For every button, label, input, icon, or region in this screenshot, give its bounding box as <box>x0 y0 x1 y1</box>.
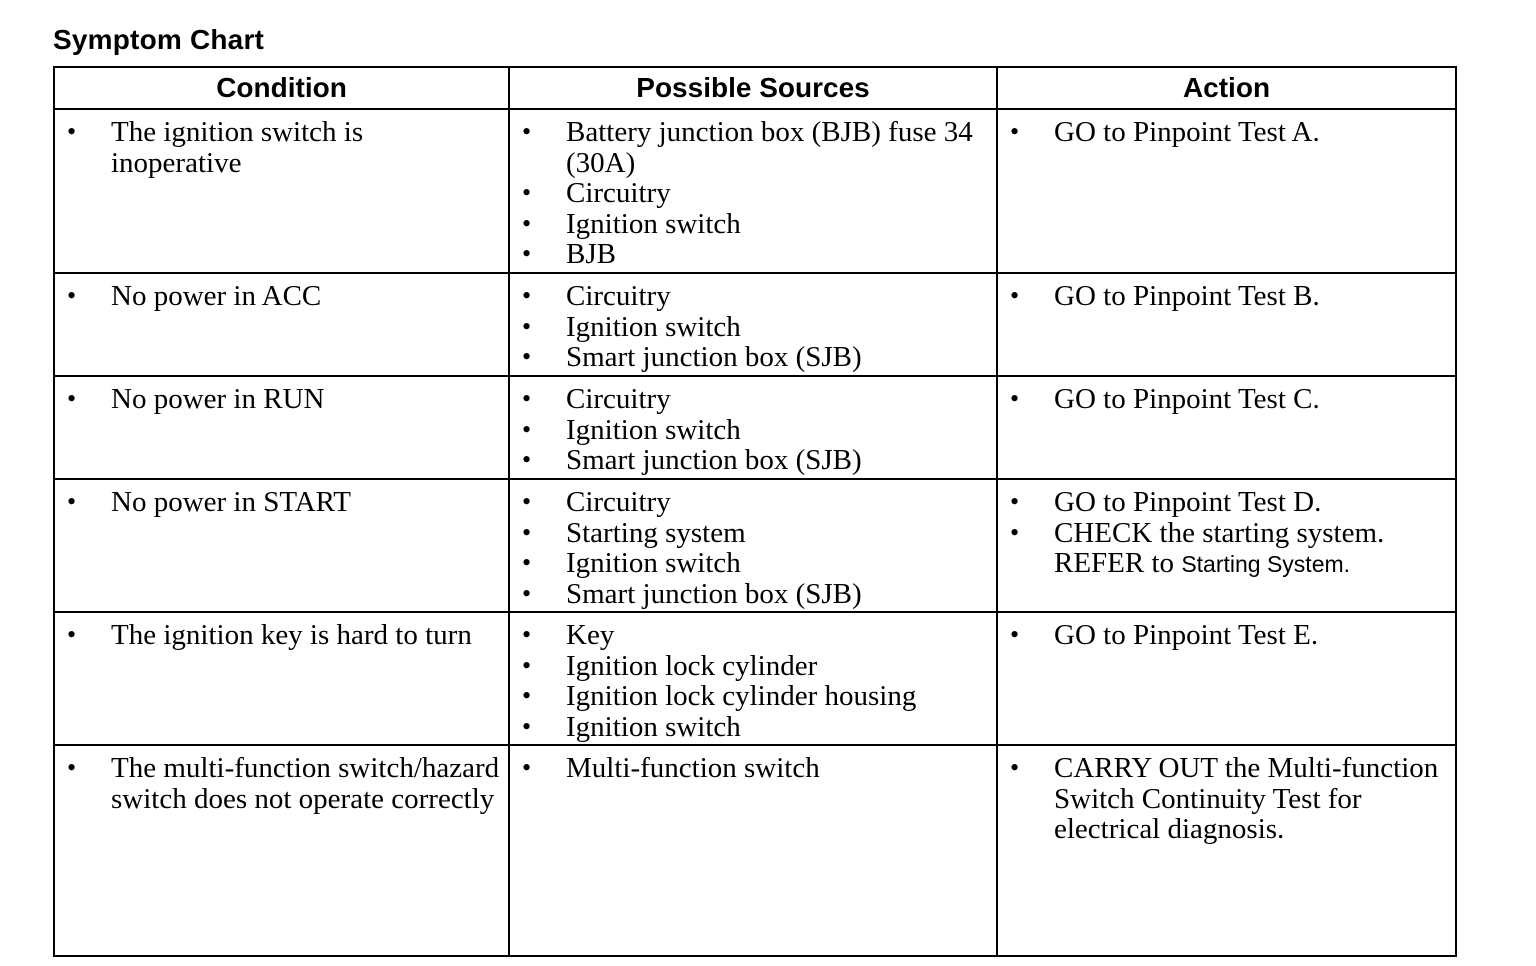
condition-item: • The multi-function switch/hazard switch does not operate correctly <box>55 753 500 814</box>
header-condition: Condition <box>54 67 509 109</box>
table-row <box>54 479 1456 612</box>
action-item: • GO to Pinpoint Test D. <box>998 487 1447 518</box>
action-item: • GO to Pinpoint Test B. <box>998 281 1447 312</box>
sources-cell <box>509 273 997 376</box>
source-item: • Circuitry <box>510 178 988 209</box>
sources-cell <box>509 479 997 612</box>
condition-cell <box>54 273 509 376</box>
table-row <box>54 376 1456 479</box>
source-item: • Multi-function switch <box>510 753 988 784</box>
header-possible-sources: Possible Sources <box>509 67 997 109</box>
table-row <box>54 273 1456 376</box>
source-item: • Battery junction box (BJB) fuse 34 (30A) <box>510 117 988 178</box>
sources-cell <box>509 376 997 479</box>
condition-cell <box>54 109 509 273</box>
source-item: • Starting system <box>510 518 988 549</box>
condition-cell <box>54 479 509 612</box>
table-row <box>54 745 1456 956</box>
condition-item: • No power in RUN <box>55 384 500 415</box>
starting-system-reference: Starting System. <box>1181 551 1351 577</box>
source-item: • Smart junction box (SJB) <box>510 445 988 476</box>
source-item: • Circuitry <box>510 384 988 415</box>
sources-cell <box>509 109 997 273</box>
condition-item: • No power in START <box>55 487 500 518</box>
source-item: • Ignition switch <box>510 209 988 240</box>
condition-item: • No power in ACC <box>55 281 500 312</box>
action-cell <box>997 376 1456 479</box>
condition-cell <box>54 745 509 956</box>
source-item: • Ignition lock cylinder housing <box>510 681 988 712</box>
action-item <box>998 518 1447 580</box>
sources-cell <box>509 612 997 745</box>
condition-item: • The ignition key is hard to turn <box>55 620 500 651</box>
action-item: • GO to Pinpoint Test E. <box>998 620 1447 651</box>
action-cell <box>997 109 1456 273</box>
action-item: • GO to Pinpoint Test A. <box>998 117 1447 148</box>
header-row <box>54 67 1456 109</box>
source-item: • BJB <box>510 239 988 270</box>
source-item: • Smart junction box (SJB) <box>510 342 988 373</box>
table-row <box>54 612 1456 745</box>
source-item: • Circuitry <box>510 281 988 312</box>
action-item: • GO to Pinpoint Test C. <box>998 384 1447 415</box>
source-item: • Ignition switch <box>510 415 988 446</box>
source-item: • Ignition switch <box>510 548 988 579</box>
condition-cell <box>54 612 509 745</box>
sources-cell <box>509 745 997 956</box>
table-row <box>54 109 1456 273</box>
source-item: • Key <box>510 620 988 651</box>
source-item: • Ignition lock cylinder <box>510 651 988 682</box>
source-item: • Circuitry <box>510 487 988 518</box>
source-item: • Ignition switch <box>510 312 988 343</box>
symptom-chart-table <box>53 66 1457 957</box>
action-cell <box>997 745 1456 956</box>
source-item: • Smart junction box (SJB) <box>510 579 988 610</box>
condition-item: • The ignition switch is inoperative <box>55 117 500 178</box>
header-action: Action <box>997 67 1456 109</box>
action-cell <box>997 273 1456 376</box>
action-cell <box>997 612 1456 745</box>
chart-title: Symptom Chart <box>53 24 265 55</box>
source-item: • Ignition switch <box>510 712 988 743</box>
action-cell <box>997 479 1456 612</box>
action-text: CHECK the starting system. REFER to <box>1054 516 1385 579</box>
condition-cell <box>54 376 509 479</box>
action-item: • CARRY OUT the Multi-function Switch Continuity Test for electrical diagnosis. <box>998 753 1447 845</box>
